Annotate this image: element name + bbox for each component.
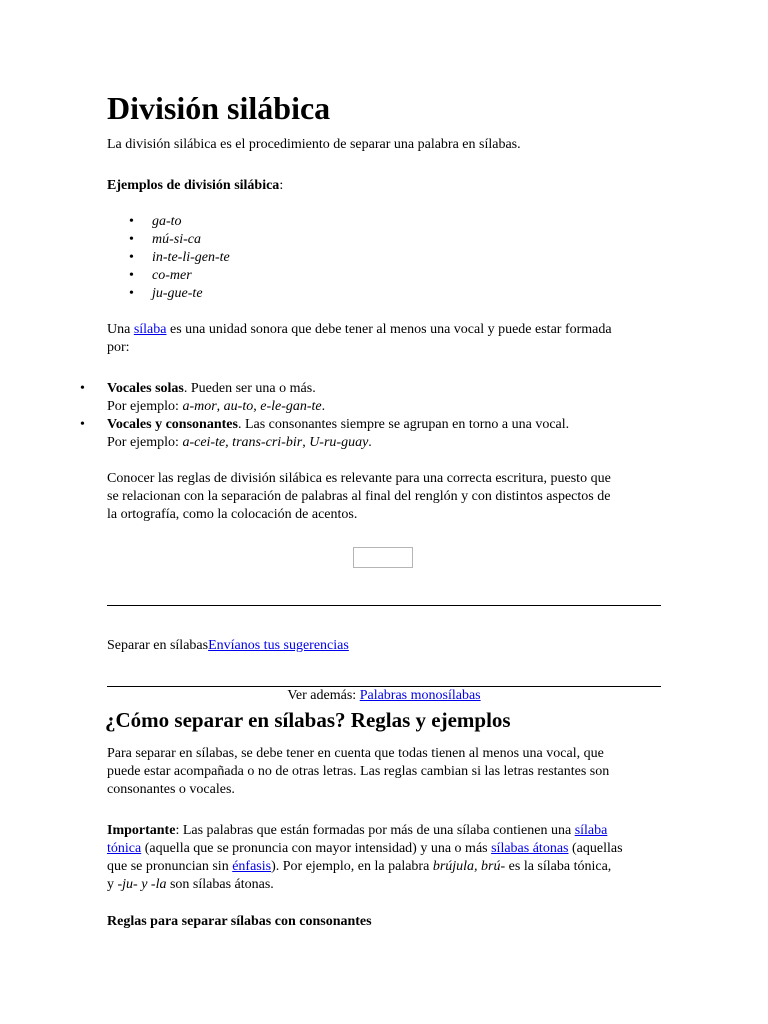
example-word: ga-to xyxy=(152,214,182,229)
see-also-link[interactable]: Palabras monosílabas xyxy=(359,688,481,703)
list-item xyxy=(107,213,230,231)
important-text: es la sílaba tónica, xyxy=(505,859,612,874)
section-intro xyxy=(107,745,609,799)
example-word: brújula, brú- xyxy=(432,859,506,874)
see-also xyxy=(107,687,661,705)
section-intro-line: Para separar en sílabas, se debe tener en cuenta que todas tienen al menos una vocal, que xyxy=(107,746,604,761)
embedded-widget-box[interactable] xyxy=(353,547,413,568)
syllable-def-end: por: xyxy=(107,340,130,355)
examples-heading xyxy=(107,177,283,195)
important-text: (aquellas xyxy=(568,841,623,856)
relevance-line: Conocer las reglas de división silábica es relevante para una correcta escritura, puesto que xyxy=(107,471,611,486)
syllable-types-list xyxy=(80,380,660,452)
example-word: ju-gue-te xyxy=(152,286,203,301)
type-title: Vocales solas xyxy=(107,381,184,396)
important-text: ). Por ejemplo, en la palabra xyxy=(271,859,433,874)
list-item xyxy=(107,285,230,303)
list-item xyxy=(107,231,230,249)
separator: , xyxy=(302,435,310,450)
relevance-line: se relacionan con la separación de palabras al final del renglón y con distintos aspectos de xyxy=(107,489,611,504)
example-word: a-mor xyxy=(182,399,217,414)
important-text: (aquella que se pronuncia con mayor intensidad) y una o más xyxy=(141,841,492,856)
unstressed-syllables-link[interactable]: sílabas átonas xyxy=(491,841,569,856)
example-word: au-to xyxy=(223,399,254,414)
divider xyxy=(107,605,661,606)
examples-heading-colon: : xyxy=(279,178,284,193)
separator-label: Separar en sílabas xyxy=(107,638,209,653)
intro-paragraph xyxy=(107,136,521,154)
stressed-syllable-link[interactable]: sílaba xyxy=(574,823,608,838)
important-note xyxy=(107,822,667,894)
emphasis-link[interactable]: énfasis xyxy=(232,859,272,874)
example-word: a-cei-te, trans-cri-bir xyxy=(182,435,303,450)
section-title: ¿Cómo separar en sílabas? Reglas y ejemplos xyxy=(105,708,511,732)
important-text: que se pronuncian sin xyxy=(107,859,233,874)
examples-list xyxy=(107,213,230,303)
example-prefix: Por ejemplo: xyxy=(107,435,183,450)
see-also-label: Ver además: xyxy=(287,688,360,703)
list-item xyxy=(107,267,230,285)
relevance-line: la ortografía, como la colocación de acentos. xyxy=(107,507,358,522)
separator-tool-row xyxy=(107,637,349,655)
relevance-paragraph xyxy=(107,470,611,524)
section-intro-line: puede estar acompañada o no de otras letras. Las reglas cambian si las letras restantes son xyxy=(107,764,610,779)
consonants-heading xyxy=(107,913,372,931)
list-item xyxy=(80,380,660,416)
syllable-def-after: es una unidad sonora que debe tener al menos una vocal y puede estar formada xyxy=(166,322,612,337)
stressed-syllable-link[interactable]: tónica xyxy=(107,841,142,856)
separator: , xyxy=(216,399,224,414)
important-label: Importante xyxy=(107,823,176,838)
consonants-heading-text: Reglas para separar sílabas con consonantes xyxy=(107,914,372,929)
page-title: División silábica xyxy=(107,90,331,126)
example-word: -ju- y -la xyxy=(117,877,167,892)
list-item xyxy=(107,249,230,267)
example-word: mú-si-ca xyxy=(152,232,201,247)
important-text: son sílabas átonas. xyxy=(166,877,274,892)
important-text: : Las palabras que están formadas por más de una sílaba contienen una xyxy=(175,823,575,838)
example-word: co-mer xyxy=(152,268,192,283)
section-intro-line: consonantes o vocales. xyxy=(107,782,235,797)
syllable-link[interactable]: sílaba xyxy=(133,322,167,337)
intro-text: La división silábica es el procedimiento de separar una palabra en sílabas. xyxy=(107,137,521,152)
syllable-def-before: Una xyxy=(107,322,134,337)
separator: . xyxy=(368,435,372,450)
example-word: e-le-gan-te xyxy=(260,399,322,414)
important-text: y xyxy=(107,877,118,892)
separator: . xyxy=(321,399,326,414)
type-description: . Las consonantes siempre se agrupan en torno a una vocal. xyxy=(237,417,570,432)
syllable-definition xyxy=(107,321,667,357)
examples-heading-text: Ejemplos de división silábica xyxy=(107,178,280,193)
suggestions-link[interactable]: Envíanos tus sugerencias xyxy=(208,638,349,653)
separator: , xyxy=(253,399,261,414)
example-word: in-te-li-gen-te xyxy=(152,250,230,265)
type-description: . Pueden ser una o más. xyxy=(183,381,316,396)
example-prefix: Por ejemplo: xyxy=(107,399,183,414)
list-item xyxy=(80,416,660,452)
example-word: U-ru-guay xyxy=(309,435,369,450)
type-title: Vocales y consonantes xyxy=(107,417,238,432)
